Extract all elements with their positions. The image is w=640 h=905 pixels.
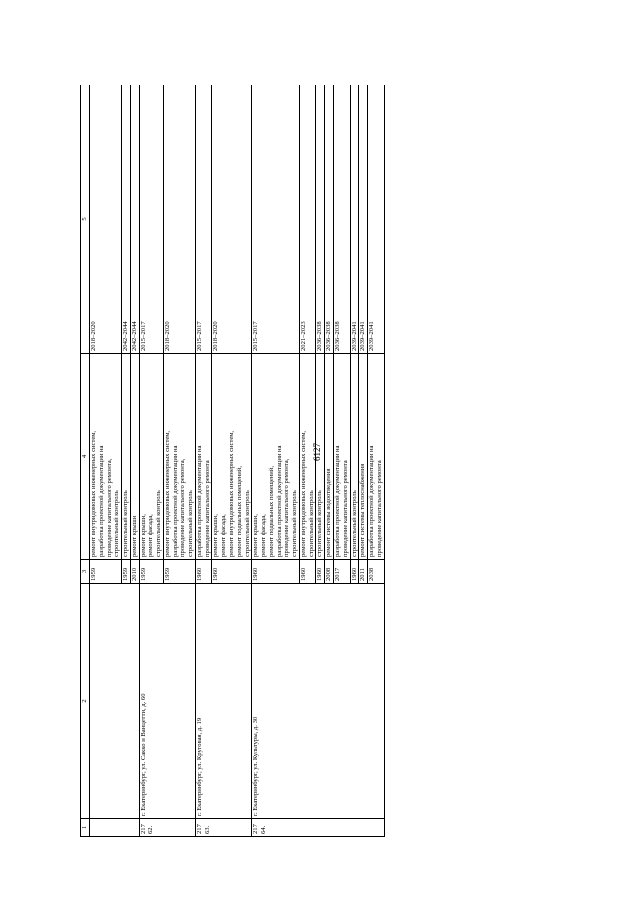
works-line: строительный контроль <box>187 490 195 557</box>
cell-period: 2018–2020 <box>212 85 252 354</box>
works-line: проведение капитального ремонта, <box>105 458 113 557</box>
cell-works <box>333 354 350 560</box>
cell-number: 21764. <box>252 819 384 837</box>
cell-period: 2036–2038 <box>316 85 325 354</box>
works-line: разработка проектной документации на <box>333 445 341 557</box>
cell-year: 1960 <box>212 560 252 584</box>
works-line: разработка проектной документации на <box>171 445 179 557</box>
column-header-4: 4 <box>81 354 90 560</box>
cell-works <box>325 354 334 560</box>
cell-number <box>90 819 140 837</box>
cell-year: 1959 <box>90 560 122 584</box>
table-row <box>252 85 300 837</box>
works-line: проведение капитального ремонта, <box>283 458 291 557</box>
column-header-3: 3 <box>81 560 90 584</box>
cell-year: 1960 <box>299 560 316 584</box>
table-row <box>195 85 212 837</box>
works-line: проведение капитального ремонта, <box>179 458 187 557</box>
cell-works <box>90 354 122 560</box>
column-header-1: 1 <box>81 819 90 837</box>
cell-works <box>139 354 163 560</box>
document-sheet <box>80 85 558 837</box>
works-line: проведение капитального ремонта <box>341 460 349 557</box>
cell-works <box>359 354 368 560</box>
works-line: ремонт внутридомовых инженерных систем, <box>299 430 307 557</box>
cell-year: 1959 <box>163 560 195 584</box>
cell-period: 2015–2017 <box>139 85 163 354</box>
cell-period: 2036–2038 <box>325 85 334 354</box>
cell-period: 2015–2017 <box>195 85 212 354</box>
works-line: ремонт крыши, <box>252 514 260 557</box>
works-line: строительный контроль <box>243 490 251 557</box>
cell-period: 2039–2041 <box>350 85 359 354</box>
column-header-2: 2 <box>81 584 90 819</box>
cell-works <box>195 354 212 560</box>
cell-works <box>130 354 139 560</box>
cell-address: г. Екатеринбург, ул. Круговая, д. 19 <box>195 584 251 819</box>
works-line: разработка проектной документации на <box>97 445 105 557</box>
cell-works <box>350 354 359 560</box>
works-line: строительный контроль <box>307 490 315 557</box>
cell-works <box>212 354 252 560</box>
works-line: разработка проектной документации на <box>195 445 203 557</box>
repair-schedule-table <box>80 85 385 837</box>
works-line: ремонт крыши, <box>139 514 147 557</box>
cell-year: 1960 <box>195 560 212 584</box>
cell-works <box>299 354 316 560</box>
cell-works <box>163 354 195 560</box>
cell-period: 2042–2044 <box>130 85 139 354</box>
works-line: строительный контроль <box>155 490 163 557</box>
cell-works <box>316 354 325 560</box>
cell-address <box>90 584 140 819</box>
works-line: строительный контроль <box>316 490 324 557</box>
cell-works <box>122 354 131 560</box>
works-line: ремонт внутридомовых инженерных систем, <box>90 430 97 557</box>
cell-address: г. Екатеринбург, ул. Сакко и Ванцетти, д. 60 <box>139 584 195 819</box>
works-line: ремонт крыши <box>130 515 138 557</box>
column-header-5: 5 <box>81 85 90 354</box>
cell-year: 2011 <box>359 560 368 584</box>
cell-year: 1959 <box>139 560 163 584</box>
works-line: разработка проектной документации на <box>275 445 283 557</box>
page-number: 6127 <box>312 443 322 461</box>
works-line: ремонт крыши, <box>212 514 220 557</box>
works-line: ремонт системы водоотведения <box>325 468 333 557</box>
cell-period: 2021–2023 <box>299 85 316 354</box>
cell-period: 2015–2017 <box>252 85 300 354</box>
works-line: проведение капитального ремонта <box>203 460 211 557</box>
works-line: ремонт фасада, <box>260 514 268 557</box>
cell-period: 2039–2041 <box>359 85 368 354</box>
works-line: строительный контроль <box>122 490 130 557</box>
cell-works <box>252 354 300 560</box>
table-body <box>90 85 385 837</box>
cell-year: 1960 <box>350 560 359 584</box>
works-line: ремонт внутридомовых инженерных систем, <box>163 430 171 557</box>
cell-period: 2018–2020 <box>163 85 195 354</box>
cell-works <box>368 354 385 560</box>
works-line: ремонт подвальных помещений, <box>267 466 275 557</box>
cell-year: 2017 <box>333 560 350 584</box>
works-line: разработка проектной документации на <box>368 445 376 557</box>
works-line: ремонт фасада, <box>147 514 155 557</box>
cell-year: 1959 <box>122 560 131 584</box>
cell-year: 2008 <box>325 560 334 584</box>
header-row <box>81 85 90 837</box>
works-line: строительный контроль <box>291 490 299 557</box>
works-line: ремонт системы теплоснабжения <box>359 463 367 557</box>
cell-period: 2018–2020 <box>90 85 122 354</box>
table-row <box>139 85 163 837</box>
cell-number: 21762. <box>139 819 195 837</box>
cell-address: г. Екатеринбург, ул. Культуры, д. 30 <box>252 584 384 819</box>
cell-period: 2042–2044 <box>122 85 131 354</box>
cell-year: 2038 <box>368 560 385 584</box>
cell-year: 1960 <box>252 560 300 584</box>
works-line: строительный контроль <box>350 490 358 557</box>
cell-year: 1960 <box>316 560 325 584</box>
works-line: строительный контроль <box>113 490 121 557</box>
works-line: ремонт внутридомовых инженерных систем, <box>228 430 236 557</box>
works-line: проведение капитального ремонта <box>375 460 383 557</box>
rotated-table-wrapper <box>80 85 558 837</box>
cell-period: 2036–2038 <box>333 85 350 354</box>
works-line: ремонт фасада, <box>220 514 228 557</box>
table-row <box>90 85 122 837</box>
cell-period: 2039–2041 <box>368 85 385 354</box>
works-line: ремонт подвальных помещений, <box>235 466 243 557</box>
cell-year: 2010 <box>130 560 139 584</box>
cell-number: 21763. <box>195 819 251 837</box>
